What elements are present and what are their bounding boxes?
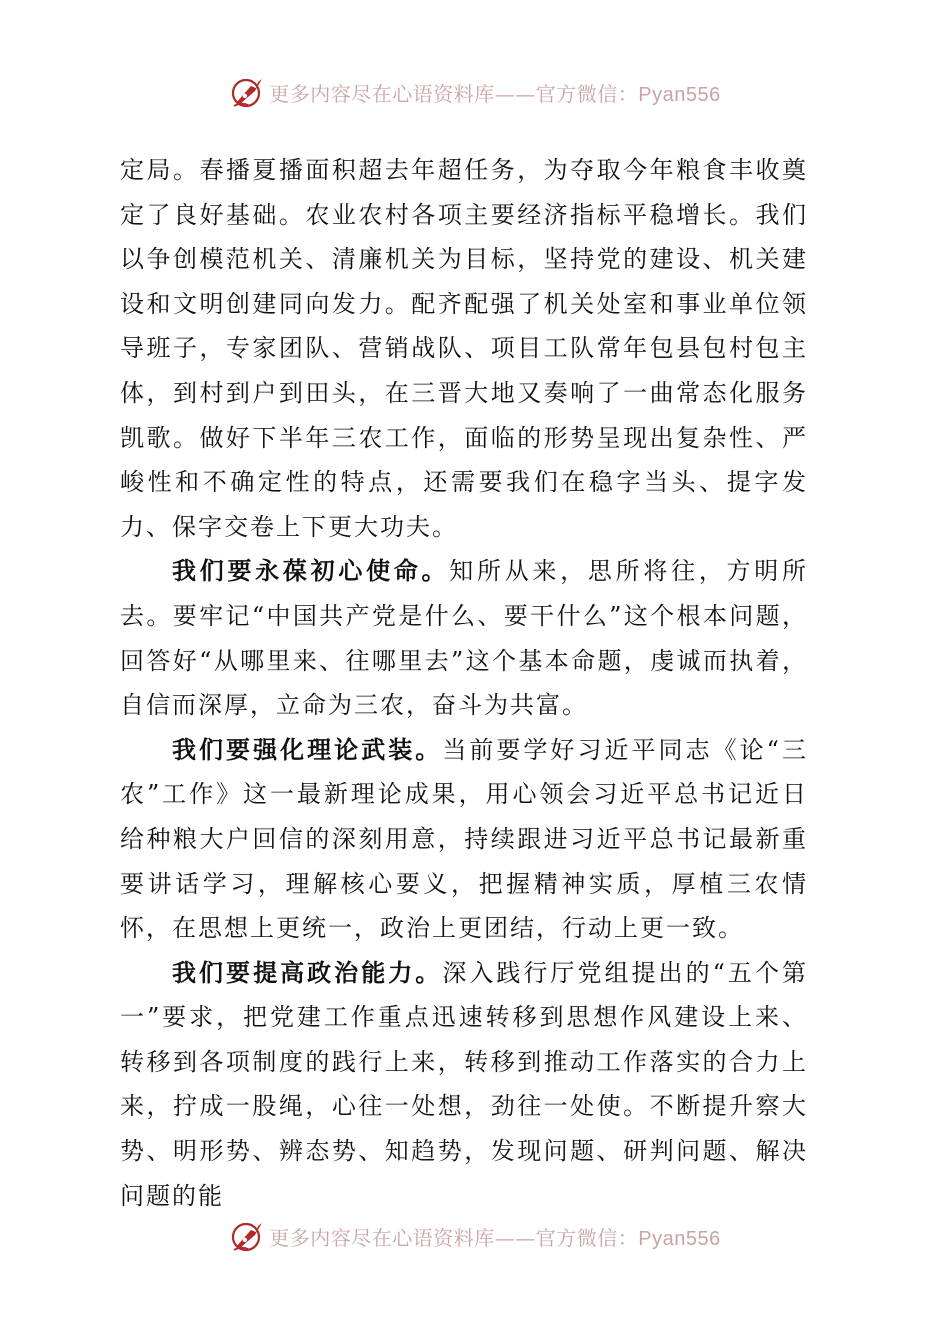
document-body: [120, 148, 808, 1218]
paragraph-theory: [120, 728, 808, 951]
paragraph-political: [120, 951, 808, 1219]
paragraph-lead: 我们要永葆初心使命。: [172, 556, 450, 586]
pen-nib-logo-icon: [229, 1218, 265, 1254]
watermark-text: 更多内容尽在心语资料库——官方微信：Pyan556: [269, 81, 721, 106]
paragraph-lead: 我们要强化理论武装。: [172, 734, 443, 764]
header-watermark: [0, 72, 950, 112]
pen-nib-logo-icon: [229, 74, 265, 110]
footer-watermark: [0, 1216, 950, 1256]
paragraph-continuation: 定局。春播夏播面积超去年超任务，为夺取今年粮食丰收奠定了良好基础。农业农村各项主要经济指标平稳增长。我们以争创模范机关、清廉机关为目标，坚持党的建设、机关建设和文明创建同向发力。配齐配强了机关处室和事业单位领导班子，专家团队、营销战队、项目工队常年包县包村包主体，到村到户到田头，在三晋大地又奏响了一曲常态化服务凯歌。做好下半年三农工作，面临的形势呈现出复杂性、严峻性和不确定性的特点，还需要我们在稳字当头、提字发力、保字交卷上下更大功夫。: [120, 156, 808, 541]
paragraph-text: 深入践行厅党组提出的“五个第一”要求，把党建工作重点迅速转移到思想作风建设上来、转移到各项制度的践行上来，转移到推动工作落实的合力上来，拧成一股绳，心往一处想，劲往一处使。不断提升察大势、明形势、辨态势、知趋势，发现问题、研判问题、解决问题的能: [120, 958, 808, 1210]
paragraph-text: 知所从来，思所将往，方明所去。要牢记“中国共产党是什么、要干什么”这个根本问题，回答好“从哪里来、往哪里去”这个基本命题，虔诚而执着，自信而深厚，立命为三农，奋斗为共富。: [120, 557, 809, 720]
paragraph-lead: 我们要提高政治能力。: [172, 957, 443, 987]
paragraph-text: 当前要学好习近平同志《论“三农”工作》这一最新理论成果，用心领会习近平总书记近日给种粮大户回信的深刻用意，持续跟进习近平总书记最新重要讲话学习，理解核心要义，把握精神实质，厚植三农情怀，在思想上更统一，政治上更团结，行动上更一致。: [120, 735, 808, 943]
paragraph-mission: [120, 549, 808, 727]
watermark-text: 更多内容尽在心语资料库——官方微信：Pyan556: [269, 1225, 721, 1250]
